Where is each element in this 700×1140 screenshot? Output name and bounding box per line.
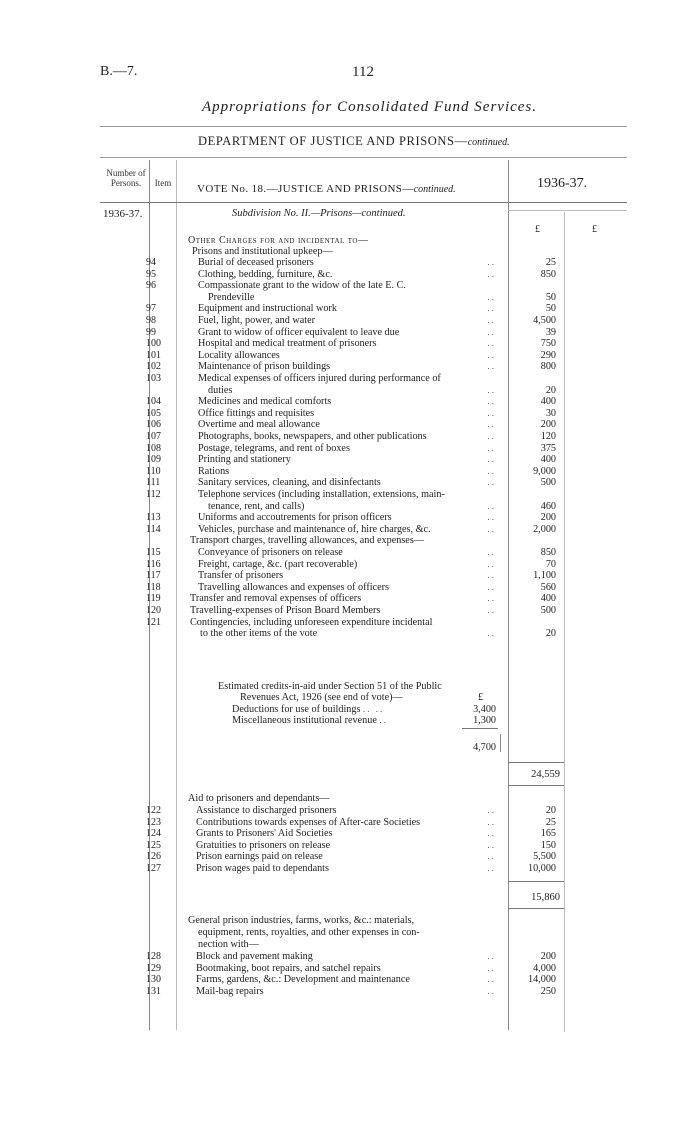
line-item	[0, 350, 562, 361]
leader-dots: ..	[487, 962, 496, 973]
item-amount: 10,000	[527, 863, 556, 874]
line-item	[0, 431, 562, 442]
item-number: 130	[146, 974, 161, 986]
item-description-continued: tenance, rent, and calls)	[208, 500, 305, 512]
leader-dots: ..	[487, 581, 496, 592]
item-number: 113	[146, 512, 161, 524]
credits-miscellaneous-amount: 1,300	[473, 715, 496, 726]
credits-bracket	[500, 734, 501, 752]
line-item	[0, 512, 562, 523]
upkeep-total: 24,559	[531, 769, 560, 780]
leader-dots: ..	[487, 291, 496, 302]
department-heading: DEPARTMENT OF JUSTICE AND PRISONS—continued.	[198, 134, 510, 148]
line-item	[0, 443, 562, 454]
item-number: 116	[146, 558, 161, 570]
item-number: 100	[146, 338, 161, 350]
item-amount: 850	[540, 547, 556, 558]
leader-dots: ..	[487, 326, 496, 337]
line-item	[0, 454, 562, 465]
line-item	[0, 570, 562, 581]
line-item	[0, 840, 562, 851]
item-amount: 50	[545, 303, 556, 315]
line-item	[0, 269, 562, 280]
item-number: 127	[146, 863, 161, 874]
item-amount: 20	[545, 384, 556, 396]
item-number: 107	[146, 431, 161, 442]
leader-dots: ..	[487, 268, 496, 279]
year-rule	[508, 210, 627, 211]
item-description: Locality allowances	[198, 349, 280, 361]
credits-sum-rule	[462, 728, 498, 729]
item-amount: 460	[540, 500, 556, 512]
item-number: 111	[146, 477, 161, 489]
leader-dots: ..	[487, 816, 496, 827]
leader-dots: ..	[487, 338, 496, 349]
leader-dots: ..	[487, 257, 496, 267]
industries-heading-2: equipment, rents, royalties, and other expenses in con-	[198, 927, 420, 938]
item-description: Compassionate grant to the widow of the late E. C.	[198, 280, 406, 292]
item-number: 125	[146, 839, 161, 851]
line-item	[0, 524, 562, 535]
line-item	[0, 419, 562, 430]
item-description: Clothing, bedding, furniture, &c.	[198, 268, 333, 280]
credits-line-2: Revenues Act, 1926 (see end of vote)—	[240, 692, 403, 703]
line-item	[0, 851, 562, 862]
item-number: 94	[146, 257, 156, 268]
item-amount: 165	[540, 828, 556, 840]
leader-dots: ..	[487, 851, 496, 862]
line-item	[0, 396, 562, 407]
vote-heading: VOTE No. 18.—JUSTICE AND PRISONS—continued.	[197, 183, 456, 195]
transport-heading: Transport charges, travelling allowances, and expenses—	[190, 535, 424, 547]
item-description: Medicines and medical comforts	[198, 396, 332, 408]
item-amount: 200	[540, 419, 556, 431]
item-amount: 850	[540, 268, 556, 280]
item-number: 102	[146, 361, 161, 373]
leader-dots: ..	[487, 384, 496, 395]
line-item	[0, 303, 562, 314]
item-number: 117	[146, 570, 161, 582]
item-description-continued: to the other items of the vote	[200, 628, 318, 640]
item-number: 118	[146, 581, 161, 593]
line-item	[0, 616, 562, 640]
leader-dots: ..	[487, 805, 496, 815]
item-description: Travelling allowances and expenses of officers	[198, 581, 389, 593]
item-number: 108	[146, 442, 161, 454]
leader-dots: ..	[487, 349, 496, 360]
leader-dots: ..	[487, 454, 496, 465]
line-item	[0, 408, 562, 419]
item-amount: 1,100	[533, 570, 556, 582]
credits-deductions-amount: 3,400	[473, 704, 496, 715]
item-description: Bootmaking, boot repairs, and satchel repairs	[196, 962, 381, 974]
line-item	[0, 605, 562, 616]
item-description: Grant to widow of officer equivalent to leave due	[198, 326, 400, 338]
item-amount: 200	[540, 951, 556, 962]
item-number: 131	[146, 985, 161, 997]
department-rule	[100, 157, 627, 158]
persons-year: 1936-37.	[103, 208, 143, 220]
item-description: Travelling-expenses of Prison Board Members	[190, 605, 381, 616]
line-item	[0, 373, 562, 396]
item-number: 103	[146, 373, 161, 384]
item-description: Photographs, books, newspapers, and other publications	[198, 431, 427, 442]
item-description: Conveyance of prisoners on release	[198, 547, 343, 558]
line-item	[0, 280, 562, 303]
line-item	[0, 951, 562, 962]
leader-dots: ..	[487, 605, 496, 615]
item-description: Prison earnings paid on release	[196, 851, 323, 863]
leader-dots: ..	[487, 512, 496, 523]
item-description: Grants to Prisoners' Aid Societies	[196, 828, 333, 840]
line-item	[0, 863, 562, 874]
upkeep-heading: Prisons and institutional upkeep—	[192, 246, 333, 257]
item-amount: 20	[545, 628, 556, 640]
item-description: Fuel, light, power, and water	[198, 315, 316, 326]
line-item	[0, 489, 562, 512]
item-amount: 750	[540, 338, 556, 350]
aid-total: 15,860	[531, 892, 560, 903]
upkeep-total-underline	[508, 785, 564, 786]
item-description: Gratuities to prisoners on release	[196, 839, 331, 851]
item-description: Farms, gardens, &c.: Development and maintenance	[196, 974, 410, 986]
leader-dots: ..	[487, 570, 496, 581]
item-description: Contingencies, including unforeseen expenditure incidental	[190, 616, 433, 628]
item-number: 123	[146, 816, 161, 828]
year-header: 1936-37.	[537, 176, 588, 191]
leader-dots: ..	[487, 547, 496, 557]
leader-dots: ..	[487, 500, 496, 511]
item-amount: 500	[540, 477, 556, 489]
line-item	[0, 974, 562, 985]
item-number: 115	[146, 547, 161, 558]
item-amount: 250	[540, 985, 556, 997]
item-description-continued: Prendeville	[208, 291, 255, 303]
industries-heading-1: General prison industries, farms, works, &c.: materials,	[188, 915, 415, 926]
line-item	[0, 963, 562, 974]
leader-dots: ..	[487, 523, 496, 534]
column-header-rule	[100, 202, 627, 203]
item-amount: 4,500	[533, 315, 556, 326]
item-amount: 20	[545, 805, 556, 816]
item-description: Medical expenses of officers injured during performance of	[198, 373, 441, 384]
item-amount: 30	[545, 407, 556, 419]
line-item	[0, 327, 562, 338]
item-number: 101	[146, 349, 161, 361]
item-number: 105	[146, 407, 161, 419]
leader-dots: ..	[487, 315, 496, 325]
leader-dots: ..	[487, 431, 496, 441]
line-item	[0, 828, 562, 839]
item-amount: 150	[540, 839, 556, 851]
item-number: 129	[146, 962, 161, 974]
item-header: Item	[154, 178, 172, 188]
currency-symbol-right: £	[592, 224, 597, 235]
leader-dots: ..	[487, 839, 496, 850]
item-description: Postage, telegrams, and rent of boxes	[198, 442, 350, 454]
line-item	[0, 986, 562, 997]
item-number: 109	[146, 454, 161, 466]
item-description: Mail-bag repairs	[196, 985, 264, 997]
item-description: Maintenance of prison buildings	[198, 361, 331, 373]
item-number: 104	[146, 396, 161, 408]
currency-symbol-left: £	[535, 224, 540, 235]
leader-dots: ..	[487, 951, 496, 961]
item-amount: 560	[540, 581, 556, 593]
line-item	[0, 257, 562, 268]
item-description: Contributions towards expenses of After-care Societies	[196, 816, 421, 828]
line-item	[0, 805, 562, 816]
line-item	[0, 547, 562, 558]
credits-total: 4,700	[473, 742, 496, 753]
line-item	[0, 817, 562, 828]
item-number: 122	[146, 805, 161, 816]
title-rule	[100, 126, 627, 127]
item-description: Hospital and medical treatment of prisoners	[198, 338, 377, 350]
item-amount: 800	[540, 361, 556, 373]
number-of-persons-header: Number of Persons.	[106, 168, 146, 188]
item-amount: 9,000	[533, 465, 556, 477]
leader-dots: ..	[487, 361, 496, 372]
item-description: Assistance to discharged prisoners	[196, 805, 337, 816]
industries-heading-3: nection with—	[198, 939, 259, 950]
subdivision-heading: Subdivision No. II.—Prisons—continued.	[232, 208, 406, 219]
page-title: Appropriations for Consolidated Fund Services.	[202, 99, 538, 115]
page-number: 112	[352, 64, 374, 80]
line-item	[0, 338, 562, 349]
item-number: 124	[146, 828, 161, 840]
item-number: 120	[146, 605, 161, 616]
item-description: Burial of deceased prisoners	[198, 257, 314, 268]
item-description: Sanitary services, cleaning, and disinfectants	[198, 477, 381, 489]
line-item	[0, 582, 562, 593]
other-charges-heading: Other Charges for and incidental to—	[188, 235, 369, 246]
item-number: 112	[146, 489, 161, 500]
line-item	[0, 559, 562, 570]
line-item	[0, 361, 562, 372]
item-amount: 400	[540, 396, 556, 408]
item-description: Office fittings and requisites	[198, 407, 315, 419]
credits-miscellaneous: Miscellaneous institutional revenue ..	[232, 715, 388, 726]
item-number: 110	[146, 465, 161, 477]
amount-subcolumn-divider	[564, 212, 565, 1032]
leader-dots: ..	[487, 828, 496, 839]
item-description: Vehicles, purchase and maintenance of, hire charges, &c.	[198, 523, 431, 535]
item-description: Freight, cartage, &c. (part recoverable)	[198, 558, 358, 570]
leader-dots: ..	[487, 974, 496, 985]
item-number: 106	[146, 419, 161, 431]
item-number: 121	[146, 616, 161, 628]
item-amount: 4,000	[533, 962, 556, 974]
item-amount: 5,500	[533, 851, 556, 863]
item-amount: 25	[545, 257, 556, 268]
leader-dots: ..	[487, 407, 496, 418]
line-item	[0, 466, 562, 477]
leader-dots: ..	[487, 985, 496, 996]
item-description: Equipment and instructional work	[198, 303, 337, 315]
leader-dots: ..	[487, 465, 496, 476]
leader-dots: ..	[487, 558, 496, 569]
item-number: 95	[146, 268, 156, 280]
item-amount: 2,000	[533, 523, 556, 535]
item-description-continued: duties	[208, 384, 233, 396]
item-description: Printing and stationery	[198, 454, 291, 466]
leader-dots: ..	[487, 442, 496, 453]
upkeep-total-rule	[508, 762, 564, 763]
document-reference: B.—7.	[100, 64, 138, 79]
item-number: 128	[146, 951, 161, 962]
item-number: 96	[146, 280, 156, 292]
item-number: 99	[146, 326, 156, 338]
item-amount: 400	[540, 454, 556, 466]
item-amount: 39	[545, 326, 556, 338]
item-amount: 200	[540, 512, 556, 524]
item-amount: 375	[540, 442, 556, 454]
item-description: Overtime and meal allowance	[198, 419, 320, 431]
item-amount: 70	[545, 558, 556, 570]
item-amount: 120	[540, 431, 556, 442]
line-item	[0, 593, 562, 604]
item-number: 126	[146, 851, 161, 863]
leader-dots: ..	[487, 396, 496, 407]
item-amount: 500	[540, 605, 556, 616]
item-description: Rations	[198, 465, 230, 477]
item-description: Uniforms and accoutrements for prison officers	[198, 512, 392, 524]
item-number: 97	[146, 303, 156, 315]
credits-deductions: Deductions for use of buildings .. ..	[232, 704, 385, 715]
item-number: 98	[146, 315, 156, 326]
item-number: 114	[146, 523, 161, 535]
leader-dots: ..	[487, 477, 496, 488]
item-description: Transfer of prisoners	[198, 570, 284, 582]
leader-dots: ..	[487, 863, 496, 873]
item-number: 119	[146, 593, 161, 605]
item-amount: 25	[545, 816, 556, 828]
item-amount: 14,000	[527, 974, 556, 986]
leader-dots: ..	[487, 303, 496, 314]
item-description: Prison wages paid to dependants	[196, 863, 329, 874]
line-item	[0, 315, 562, 326]
item-description: Transfer and removal expenses of officers	[190, 593, 362, 605]
aid-heading: Aid to prisoners and dependants—	[188, 793, 330, 804]
item-description: Block and pavement making	[196, 951, 313, 962]
aid-total-underline	[508, 908, 564, 909]
leader-dots: ..	[487, 593, 496, 604]
item-description: Telephone services (including installation, extensions, main-	[198, 489, 445, 500]
leader-dots: ..	[487, 419, 496, 430]
item-amount: 50	[545, 291, 556, 303]
credits-line-1: Estimated credits-in-aid under Section 51 of the Public	[218, 681, 442, 692]
line-item	[0, 477, 562, 488]
leader-dots: ..	[487, 628, 496, 639]
credits-currency: £	[478, 692, 484, 703]
item-amount: 290	[540, 349, 556, 361]
item-amount: 400	[540, 593, 556, 605]
aid-total-rule	[508, 881, 564, 882]
